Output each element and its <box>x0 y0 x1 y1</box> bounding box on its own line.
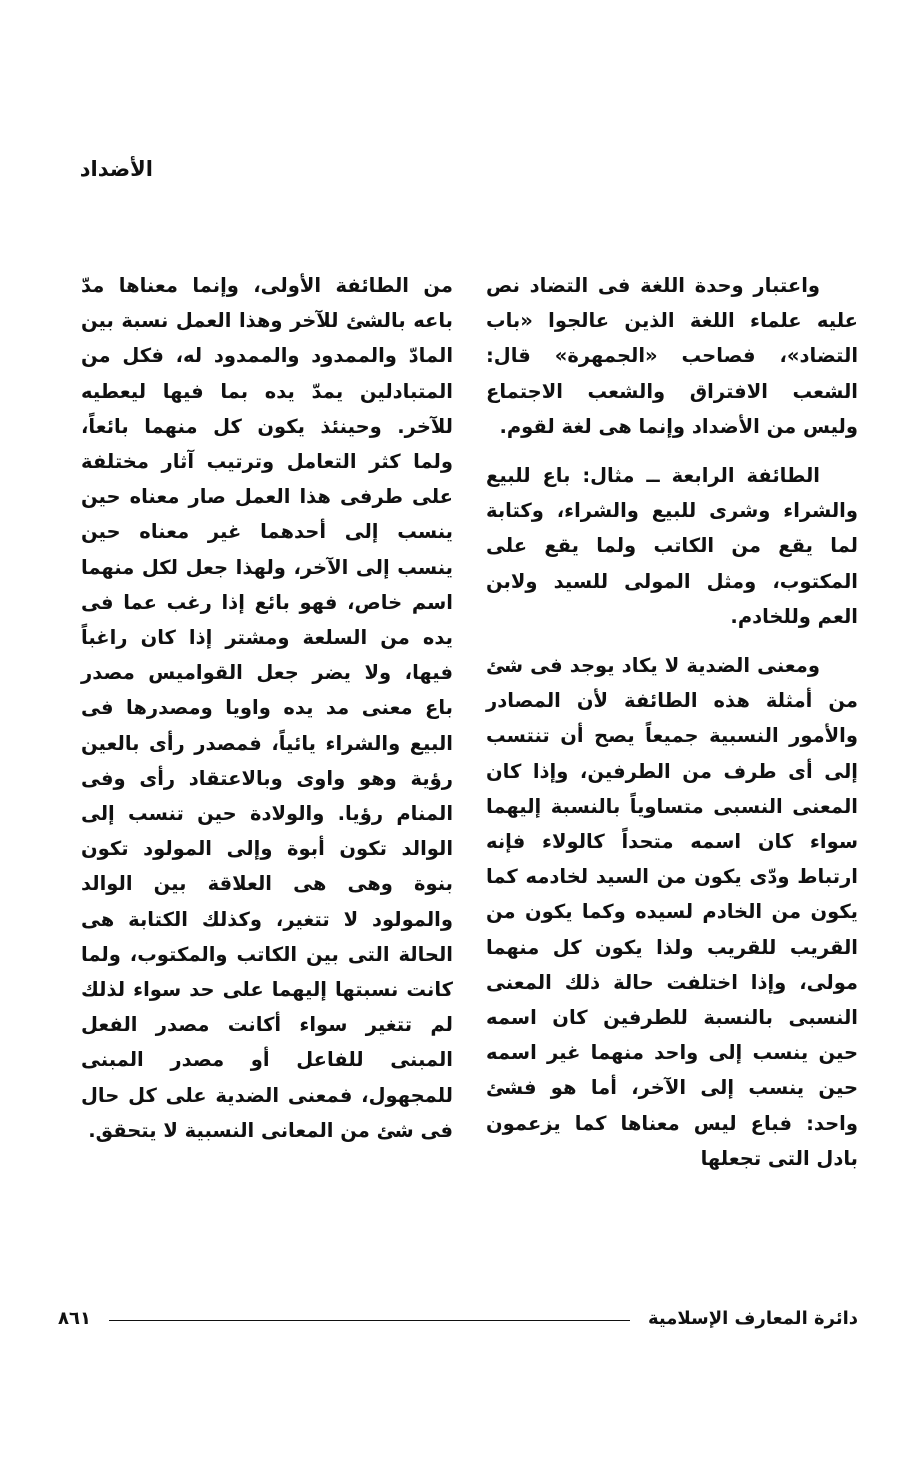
footer-series-title: دائرة المعارف الإسلامية <box>647 1307 858 1329</box>
right-text-column <box>486 268 858 1176</box>
right-column-paragraph-3: ومعنى الضدية لا يكاد يوجد فى شئ من أمثلة هذه الطائفة لأن المصادر والأمور النسبية جميعاً يصح أن تنتسب إلى أى طرف من الطرفين، وإذا كان المعنى النسبى متساوياً بالنسبة إليهما سواء كان اسمه متحداً كالولاء فإنه ارتباط ودّى يكون من السيد لخادمه كما يكون من الخادم لسيده وكما يكون من القريب للقريب ولذا يكون كل منهما مولى، وإذا اختلفت حالة ذلك المعنى النسبى بالنسبة للطرفين كان اسمه حين ينسب إلى واحد منهما غير اسمه حين ينسب إلى الآخر، أما هو فشئ واحد: فباع ليس معناها كما يزعمون بادل التى تجعلها <box>486 654 858 1170</box>
right-column-paragraph-2: الطائفة الرابعة ــ مثال: باع للبيع والشراء وشرى للبيع والشراء، وكتابة لما يقع من الكاتب ولما يقع على المكتوب، ومثل المولى للسيد ولابن العم وللخادم. <box>486 464 858 628</box>
left-text-column <box>81 268 453 1148</box>
page-footer <box>58 1303 858 1333</box>
right-column-paragraph-1: واعتبار وحدة اللغة فى التضاد نص عليه علماء اللغة الذين عالجوا «باب التضاد»، فصاحب «الجمهرة» قال: الشعب الافتراق والشعب الاجتماع وليس من الأضداد وإنما هى لغة لقوم. <box>486 274 858 438</box>
running-header-title: الأضداد <box>79 157 153 181</box>
page-number: ٨٦١ <box>58 1307 91 1329</box>
footer-rule <box>109 1320 630 1321</box>
left-column-paragraph-1: من الطائفة الأولى، وإنما معناها مدّ باعه بالشئ للآخر وهذا العمل نسبة بين المادّ والممدود والممدود له، فكل من المتبادلين يمدّ يده بما فيها ليعطيه للآخر. وحينئذ يكون كل منهما بائعاً، ولما كثر التعامل وترتيب آثار مختلفة على طرفى هذا العمل صار معناه حين ينسب إلى أحدهما غير معناه حين ينسب إلى الآخر، ولهذا جعل لكل منهما اسم خاص، فهو بائع إذا رغب عما فى يده من السلعة ومشتر إذا كان راغباً فيها، ولا يضر جعل القواميس مصدر باع معنى مد يده واويا ومصدرها فى البيع والشراء يائياً، فمصدر رأى بالعين رؤية وهو واوى وبالاعتقاد رأى وفى المنام رؤيا. والولادة حين تنسب إلى الوالد تكون أبوة وإلى المولود تكون بنوة وهى هى العلاقة بين الوالد والمولود لا تتغير، وكذلك الكتابة هى الحالة التى بين الكاتب والمكتوب، ولما كانت نسبتها إليهما على حد سواء لذلك لم تتغير سواء أكانت مصدر الفعل المبنى للفاعل أو مصدر المبنى للمجهول، فمعنى الضدية على كل حال فى شئ من المعانى النسبية لا يتحقق. <box>81 274 453 1142</box>
